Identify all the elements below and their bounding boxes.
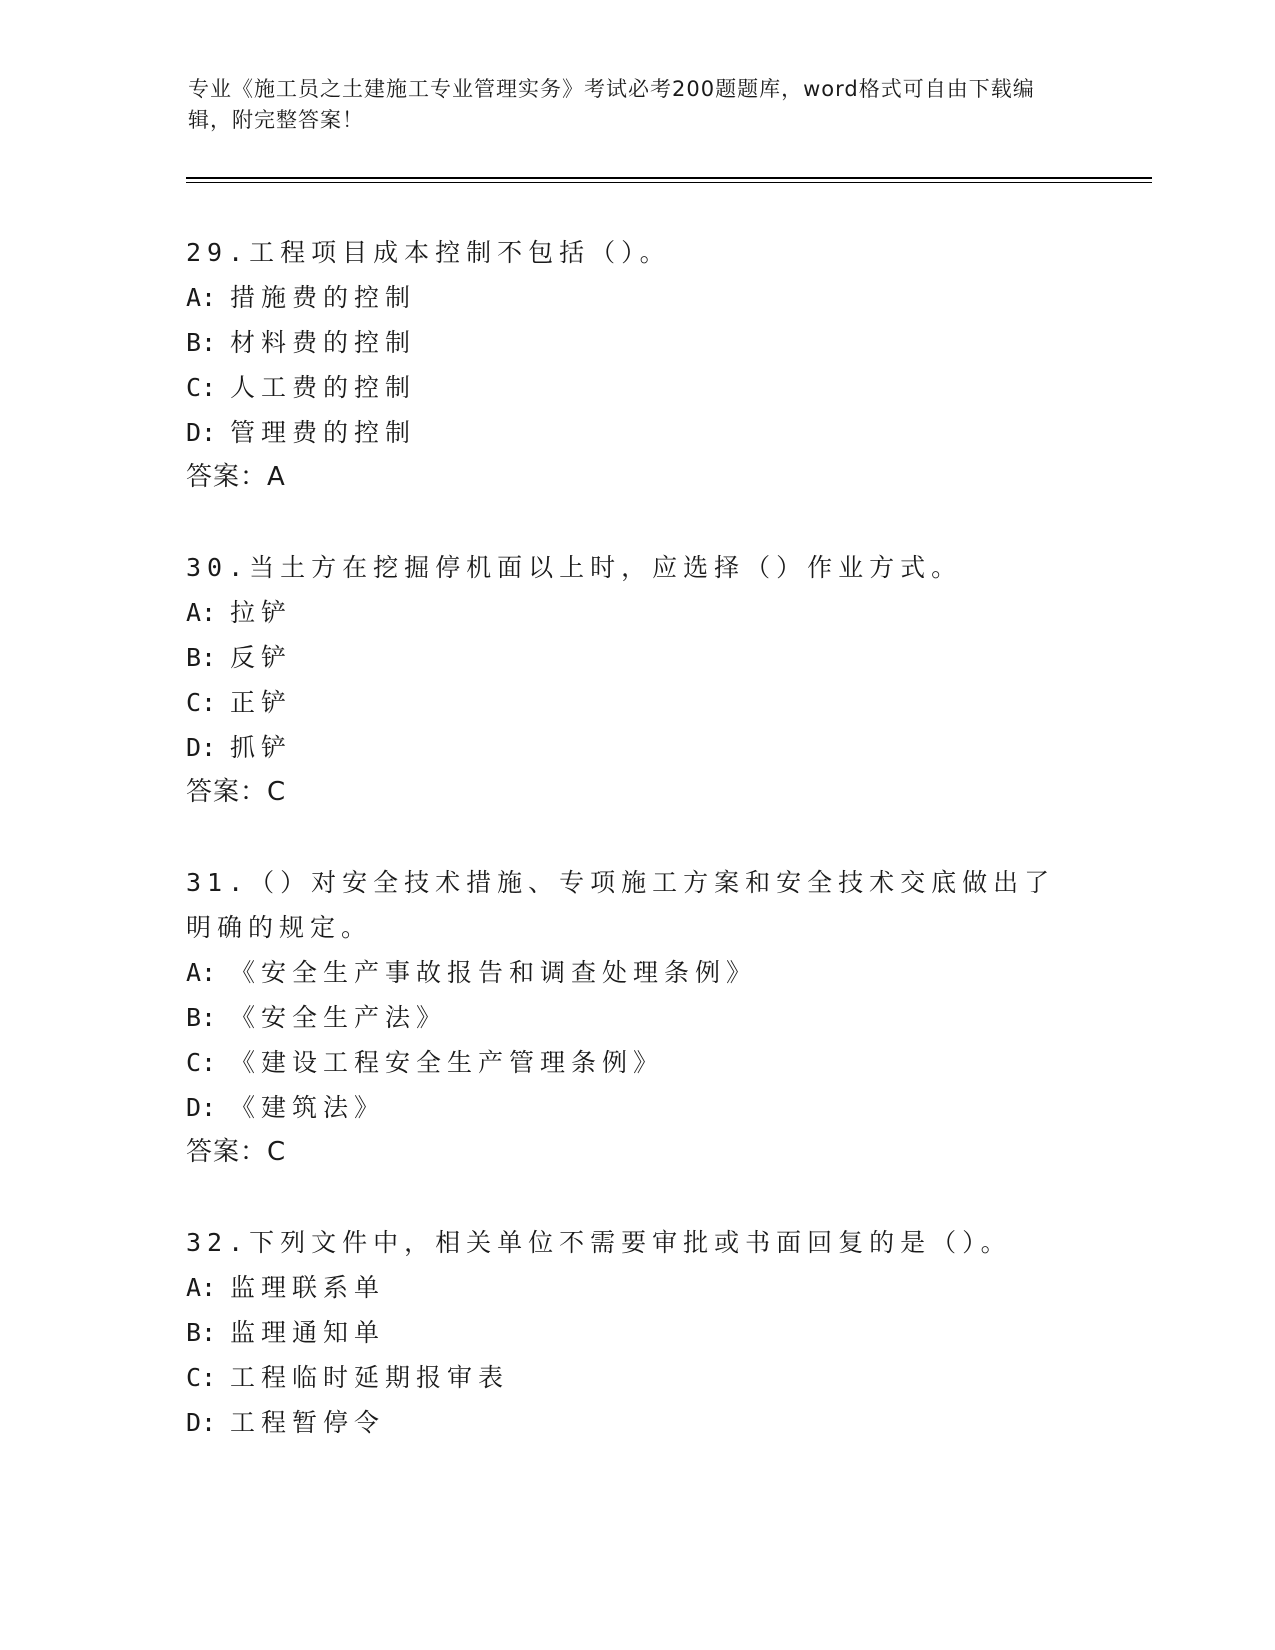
- option-letter: B:: [186, 328, 217, 357]
- option-letter: A:: [186, 1273, 217, 1302]
- question-stem: 30.当土方在挖掘停机面以上时，应选择（）作业方式。: [186, 553, 963, 582]
- option-text: 正铲: [230, 688, 293, 717]
- option-text: 工程暂停令: [230, 1408, 386, 1437]
- option-text: 监理联系单: [230, 1273, 386, 1302]
- question-stem: 32.下列文件中，相关单位不需要审批或书面回复的是（）。: [186, 1228, 1012, 1257]
- option-a: [186, 275, 1086, 320]
- document-header: 专业《施工员之土建施工专业管理实务》考试必考200题题库，word格式可自由下载编辑，附完整答案！: [188, 77, 1035, 132]
- option-text: 《安全生产法》: [230, 1003, 448, 1032]
- option-letter: D:: [186, 418, 217, 447]
- option-text: 《安全生产事故报告和调查处理条例》: [230, 958, 758, 987]
- option-letter: C:: [186, 1048, 217, 1077]
- answer-line: 答案：C: [186, 777, 287, 807]
- option-text: 《建设工程安全生产管理条例》: [230, 1048, 665, 1077]
- option-b: [186, 1310, 1086, 1355]
- option-letter: A:: [186, 598, 217, 627]
- answer-line: 答案：C: [186, 1137, 287, 1167]
- option-letter: C:: [186, 688, 217, 717]
- option-text: 《建筑法》: [230, 1093, 386, 1122]
- question-32: [186, 1220, 1086, 1445]
- option-b: [186, 635, 1086, 680]
- option-c: [186, 680, 1086, 725]
- option-letter: B:: [186, 1318, 217, 1347]
- option-letter: D:: [186, 1093, 217, 1122]
- option-c: [186, 1355, 1086, 1400]
- option-b: [186, 995, 1086, 1040]
- question-stem: 31.（）对安全技术措施、专项施工方案和安全技术交底做出了明确的规定。: [186, 868, 1056, 942]
- option-letter: C:: [186, 1363, 217, 1392]
- option-text: 拉铲: [230, 598, 293, 627]
- option-text: 管理费的控制: [230, 418, 417, 447]
- header-divider-thin: [186, 182, 1152, 183]
- question-30: [186, 545, 1086, 815]
- option-a: [186, 590, 1086, 635]
- option-letter: D:: [186, 1408, 217, 1437]
- question-31: [186, 860, 1086, 1175]
- option-d: [186, 1400, 1086, 1445]
- option-a: [186, 950, 1086, 995]
- option-text: 反铲: [230, 643, 293, 672]
- header-divider-thick: [186, 177, 1152, 179]
- option-d: [186, 725, 1086, 770]
- option-c: [186, 365, 1086, 410]
- answer-line: 答案：A: [186, 462, 286, 492]
- option-letter: A:: [186, 283, 217, 312]
- question-29: [186, 230, 1086, 500]
- option-letter: D:: [186, 733, 217, 762]
- option-a: [186, 1265, 1086, 1310]
- option-letter: B:: [186, 643, 217, 672]
- option-letter: A:: [186, 958, 217, 987]
- option-letter: B:: [186, 1003, 217, 1032]
- option-text: 抓铲: [230, 733, 293, 762]
- option-c: [186, 1040, 1086, 1085]
- option-text: 人工费的控制: [230, 373, 417, 402]
- option-text: 工程临时延期报审表: [230, 1363, 510, 1392]
- option-text: 措施费的控制: [230, 283, 417, 312]
- option-d: [186, 1085, 1086, 1130]
- option-d: [186, 410, 1086, 455]
- option-text: 监理通知单: [230, 1318, 386, 1347]
- question-stem: 29.工程项目成本控制不包括（）。: [186, 238, 671, 267]
- option-text: 材料费的控制: [230, 328, 417, 357]
- option-letter: C:: [186, 373, 217, 402]
- option-b: [186, 320, 1086, 365]
